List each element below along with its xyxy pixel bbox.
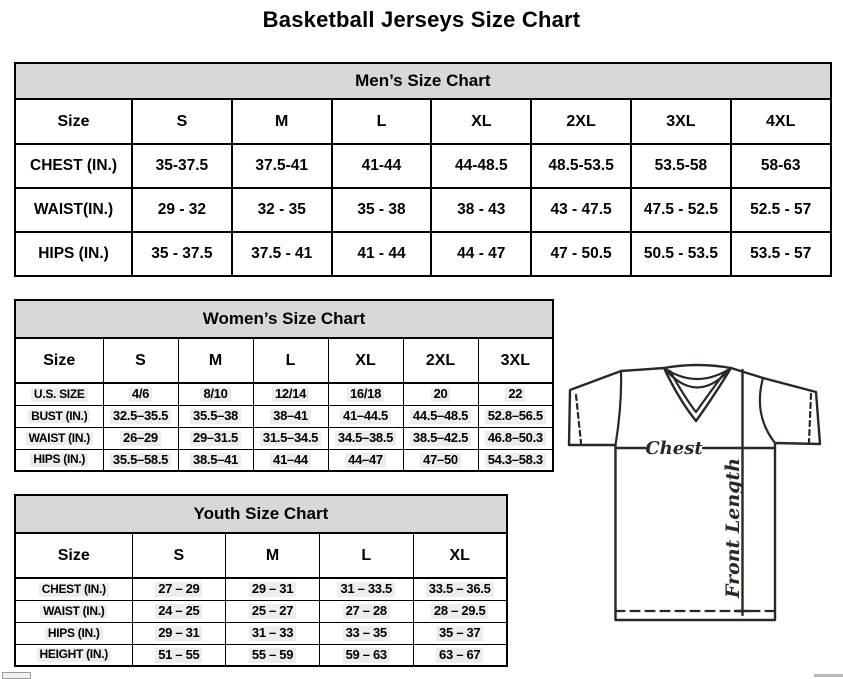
cell: 54.3–58.3	[478, 449, 553, 471]
table-row	[15, 188, 831, 232]
cell: 29 - 32	[132, 188, 232, 232]
cell: 52.5 - 57	[731, 188, 831, 232]
cell: 37.5-41	[232, 144, 332, 188]
cell: 26–29	[103, 427, 178, 449]
cell: 32.5–35.5	[103, 405, 178, 427]
table-row	[15, 578, 507, 600]
table-row	[15, 144, 831, 188]
cell: 37.5 - 41	[232, 232, 332, 276]
horizontal-scrollbar-thumb[interactable]	[2, 672, 31, 679]
cell: 38.5–42.5	[403, 427, 478, 449]
cell: 29 – 31	[226, 578, 320, 600]
cell: 38.5–41	[178, 449, 253, 471]
cell: 22	[478, 383, 553, 405]
womens-col-header: L	[253, 338, 328, 383]
cell: 20	[403, 383, 478, 405]
table-row	[15, 232, 831, 276]
cell: 59 – 63	[319, 644, 413, 666]
cell: 35-37.5	[132, 144, 232, 188]
row-label: HIPS (IN.)	[15, 232, 132, 276]
cell: 55 – 59	[226, 644, 320, 666]
jersey-cuff-dash-right	[809, 394, 811, 442]
cell: 33 – 35	[319, 622, 413, 644]
cell: 41–44	[253, 449, 328, 471]
row-label: HEIGHT (IN.)	[15, 644, 132, 666]
mens-size-chart-table	[14, 62, 832, 277]
row-label: WAIST (IN.)	[15, 600, 132, 622]
cell: 35.5–58.5	[103, 449, 178, 471]
cell: 44 - 47	[431, 232, 531, 276]
cell: 29 – 31	[132, 622, 226, 644]
cell: 44–47	[328, 449, 403, 471]
womens-col-header: M	[178, 338, 253, 383]
mens-col-header: 4XL	[731, 99, 831, 144]
womens-col-header: S	[103, 338, 178, 383]
mens-col-header: 3XL	[631, 99, 731, 144]
table-row	[15, 644, 507, 666]
mens-col-header: S	[132, 99, 232, 144]
row-label: BUST (IN.)	[15, 405, 103, 427]
row-label: CHEST (IN.)	[15, 144, 132, 188]
cell: 41–44.5	[328, 405, 403, 427]
cell: 35 - 37.5	[132, 232, 232, 276]
womens-col-header: 3XL	[478, 338, 553, 383]
mens-col-header: L	[332, 99, 432, 144]
cell: 31.5–34.5	[253, 427, 328, 449]
table-row	[15, 622, 507, 644]
cell: 53.5-58	[631, 144, 731, 188]
cell: 41 - 44	[332, 232, 432, 276]
youth-size-chart-table	[14, 494, 508, 667]
youth-size-label: Size	[15, 533, 132, 578]
cell: 47.5 - 52.5	[631, 188, 731, 232]
cell: 35.5–38	[178, 405, 253, 427]
jersey-armhole-right	[760, 378, 775, 443]
cell: 63 – 67	[413, 644, 507, 666]
womens-col-header: 2XL	[403, 338, 478, 383]
front-length-label: Front Length	[722, 457, 744, 599]
cell: 25 – 27	[226, 600, 320, 622]
cell: 58-63	[731, 144, 831, 188]
cell: 8/10	[178, 383, 253, 405]
row-label: HIPS (IN.)	[15, 622, 132, 644]
chest-label: Chest	[645, 438, 703, 459]
mens-col-header: M	[232, 99, 332, 144]
row-label: HIPS (IN.)	[15, 449, 103, 471]
mens-chart-title: Men’s Size Chart	[15, 63, 831, 99]
youth-col-header: M	[226, 533, 320, 578]
cell: 51 – 55	[132, 644, 226, 666]
mens-col-header: 2XL	[531, 99, 631, 144]
womens-col-header: XL	[328, 338, 403, 383]
womens-chart-title: Women’s Size Chart	[15, 300, 553, 338]
page-title: Basketball Jerseys Size Chart	[262, 7, 581, 32]
cell: 47–50	[403, 449, 478, 471]
youth-col-header: S	[132, 533, 226, 578]
cell: 52.8–56.5	[478, 405, 553, 427]
cell: 32 - 35	[232, 188, 332, 232]
cell: 46.8–50.3	[478, 427, 553, 449]
mens-size-label: Size	[15, 99, 132, 144]
table-row	[15, 405, 553, 427]
cell: 24 – 25	[132, 600, 226, 622]
horizontal-scrollbar-track[interactable]	[814, 674, 843, 677]
cell: 27 – 29	[132, 578, 226, 600]
cell: 50.5 - 53.5	[631, 232, 731, 276]
cell: 44-48.5	[431, 144, 531, 188]
cell: 44.5–48.5	[403, 405, 478, 427]
row-label: CHEST (IN.)	[15, 578, 132, 600]
row-label: WAIST (IN.)	[15, 427, 103, 449]
table-row	[15, 449, 553, 471]
cell: 38–41	[253, 405, 328, 427]
cell: 29–31.5	[178, 427, 253, 449]
cell: 33.5 – 36.5	[413, 578, 507, 600]
jersey-outline	[569, 365, 820, 620]
cell: 4/6	[103, 383, 178, 405]
cell: 48.5-53.5	[531, 144, 631, 188]
cell: 31 – 33.5	[319, 578, 413, 600]
youth-col-header: XL	[413, 533, 507, 578]
cell: 41-44	[332, 144, 432, 188]
table-row	[15, 600, 507, 622]
table-row	[15, 427, 553, 449]
womens-size-label: Size	[15, 338, 103, 383]
cell: 43 - 47.5	[531, 188, 631, 232]
mens-col-header: XL	[431, 99, 531, 144]
cell: 31 – 33	[226, 622, 320, 644]
womens-size-chart-table	[14, 299, 554, 472]
cell: 47 - 50.5	[531, 232, 631, 276]
cell: 38 - 43	[431, 188, 531, 232]
cell: 35 – 37	[413, 622, 507, 644]
cell: 27 – 28	[319, 600, 413, 622]
jersey-diagram	[558, 360, 840, 678]
youth-chart-title: Youth Size Chart	[15, 495, 507, 533]
cell: 12/14	[253, 383, 328, 405]
jersey-cuff-dash-left	[576, 395, 581, 443]
cell: 34.5–38.5	[328, 427, 403, 449]
row-label: WAIST(IN.)	[15, 188, 132, 232]
row-label: U.S. SIZE	[15, 383, 103, 405]
youth-col-header: L	[319, 533, 413, 578]
table-row	[15, 383, 553, 405]
cell: 16/18	[328, 383, 403, 405]
jersey-armhole-left	[616, 371, 622, 445]
cell: 28 – 29.5	[413, 600, 507, 622]
cell: 53.5 - 57	[731, 232, 831, 276]
cell: 35 - 38	[332, 188, 432, 232]
